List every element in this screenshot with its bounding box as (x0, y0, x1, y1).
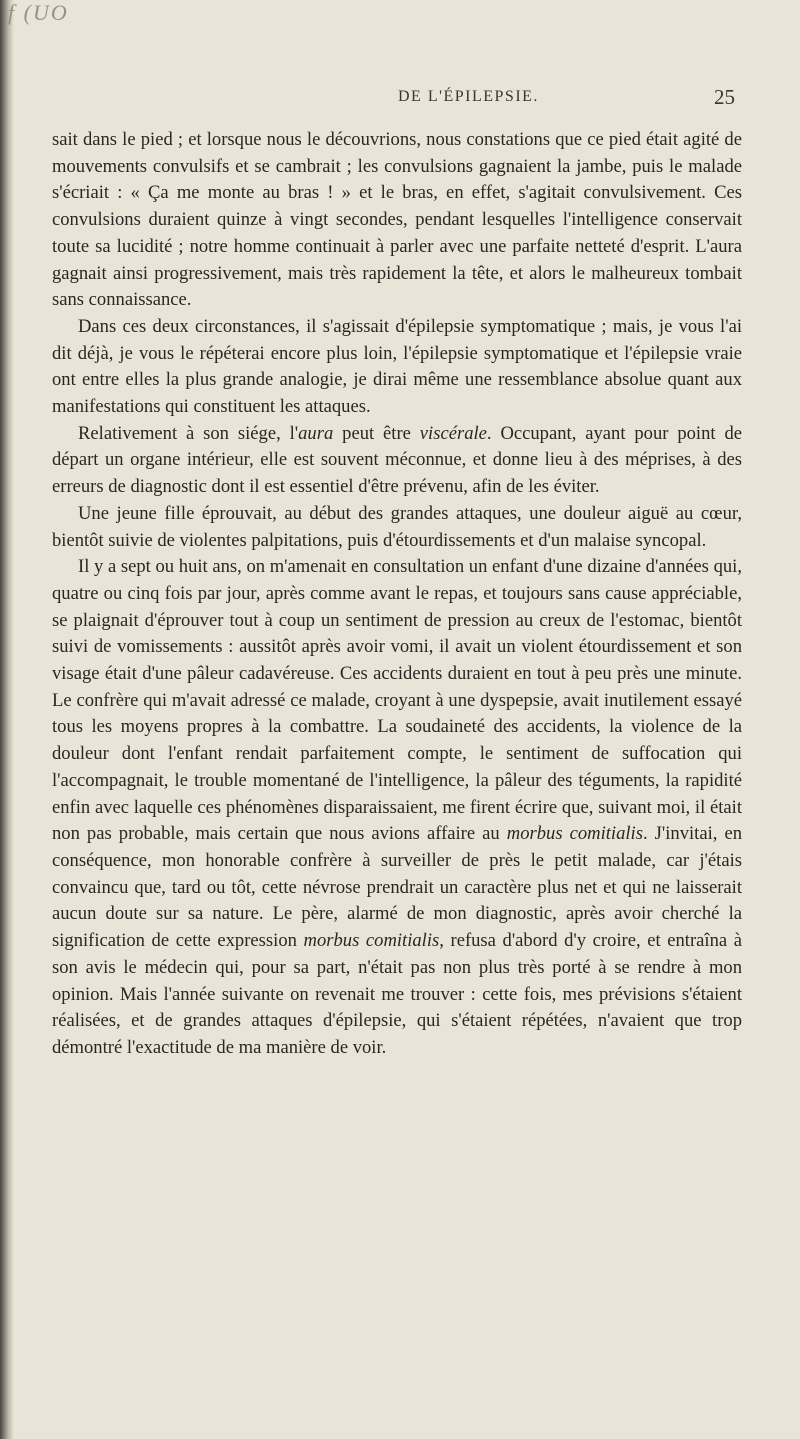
paragraph-5-emphasis-1: morbus comitialis (506, 823, 643, 845)
paragraph-3-emphasis-aura: aura (298, 422, 334, 444)
paragraph-5-part-3: , refusa d'abord d'y croire, et entraîna à son avis le médecin qui, pour sa part, n'était pas non plus très porté à se rendre à mon opinion. Mais l'année suivante on revenait me trouver : cette fois, mes prévisions s'étaient réalisées, et de grandes attaques d'épilepsie, qui s'étaient répétées, n'avaient que trop démontré l'exactitude de ma manière de voir. (52, 930, 742, 1058)
paragraph-2: Dans ces deux circonstances, il s'agissait d'épilepsie symptomatique ; mais, je vous l'ai dit déjà, je vous le répéterai encore plus loin, l'épilepsie symptomatique et l'épilepsie vraie ont entre elles la plus grande analogie, je dirai même une ressemblance absolue quant aux manifestations qui constituent les attaques. (52, 315, 742, 418)
book-gutter-shadow (0, 0, 14, 1439)
paragraph-3-emphasis-viscerale: viscérale (419, 422, 487, 444)
paragraph-5-part-2: . J'invitai, en conséquence, mon honorable confrère à surveiller de près le petit malade, car j'étais convaincu que, tard ou tôt, cette névrose prendrait un caractère plus net et qui ne laisserait aucun doute sur sa nature. Le père, alarmé de mon diagnostic, après avoir cherché la signification de cette expression (52, 823, 743, 952)
paragraph-3-part-1: Relativement à son siége, l' (78, 422, 299, 444)
page-number: 25 (714, 85, 735, 109)
running-title: DE L'ÉPILEPSIE. (398, 88, 539, 105)
paragraph-5-part-1: Il y a sept ou huit ans, on m'amenait en consultation un enfant d'une dizaine d'années qui, quatre ou cinq fois par jour, après comme avant le repas, et toujours sans cause appréciable, se plaignait d'éprouver tout à coup un sentiment de pression au creux de l'estomac, bientôt suivi de vomissements : aussitôt après avoir vomi, il avait un violent étourdissement et son visage était d'une pâleur cadavéreuse. Ces accidents duraient en tout à peu près une minute. Le confrère qui m'avait adressé ce malade, croyant à une dyspepsie, avait inutilement essayé tous les moyens propres à la combattre. La soudaineté des accidents, la violence de la douleur dont l'enfant rendait parfaitement compte, le sentiment de suffocation qui l'accompagnait, le trouble momentané de l'intelligence, la pâleur des téguments, la rapidité enfin avec laquelle ces phénomènes disparaissaient, me firent écrire que, suivant moi, il était non pas probable, mais certain que nous avions affaire au (52, 556, 742, 845)
page-header (0, 85, 800, 118)
paragraph-5-emphasis-2: morbus comitialis (303, 930, 440, 952)
paragraph-4: Une jeune fille éprouvait, au début des grandes attaques, une douleur aiguë au cœur, bientôt suivie de violentes palpitations, puis d'étourdissements et d'un malaise syncopal. (52, 502, 742, 551)
corner-handwritten-mark: f (UO (8, 0, 69, 25)
paragraph-1: sait dans le pied ; et lorsque nous le découvrions, nous constations que ce pied était agité de mouvements convulsifs et se cambrait ; les convulsions gagnaient la jambe, puis le malade s'écriait : « Ça me monte au bras ! » et le bras, en effet, s'agitait convulsivement. Ces convulsions duraient quinze à vingt secondes, pendant lesquelles l'intelligence conservait toute sa lucidité ; notre homme continuait à parler avec une parfaite netteté d'esprit. L'aura gagnait ainsi progressivement, mais très rapidement la tête, et alors le malheureux tombait sans connaissance. (52, 129, 742, 311)
paragraph-3-part-2: peut être (333, 422, 420, 444)
paragraph-3-part-3: . Occupant, ayant pour point de départ un organe intérieur, elle est souvent méconnue, et donne lieu à des méprises, à des erreurs de diagnostic dont il est essentiel d'être prévenu, afin de les éviter. (52, 422, 742, 498)
paragraph-5 (52, 554, 742, 1061)
body-text (52, 127, 742, 1062)
paragraph-3 (52, 421, 742, 501)
